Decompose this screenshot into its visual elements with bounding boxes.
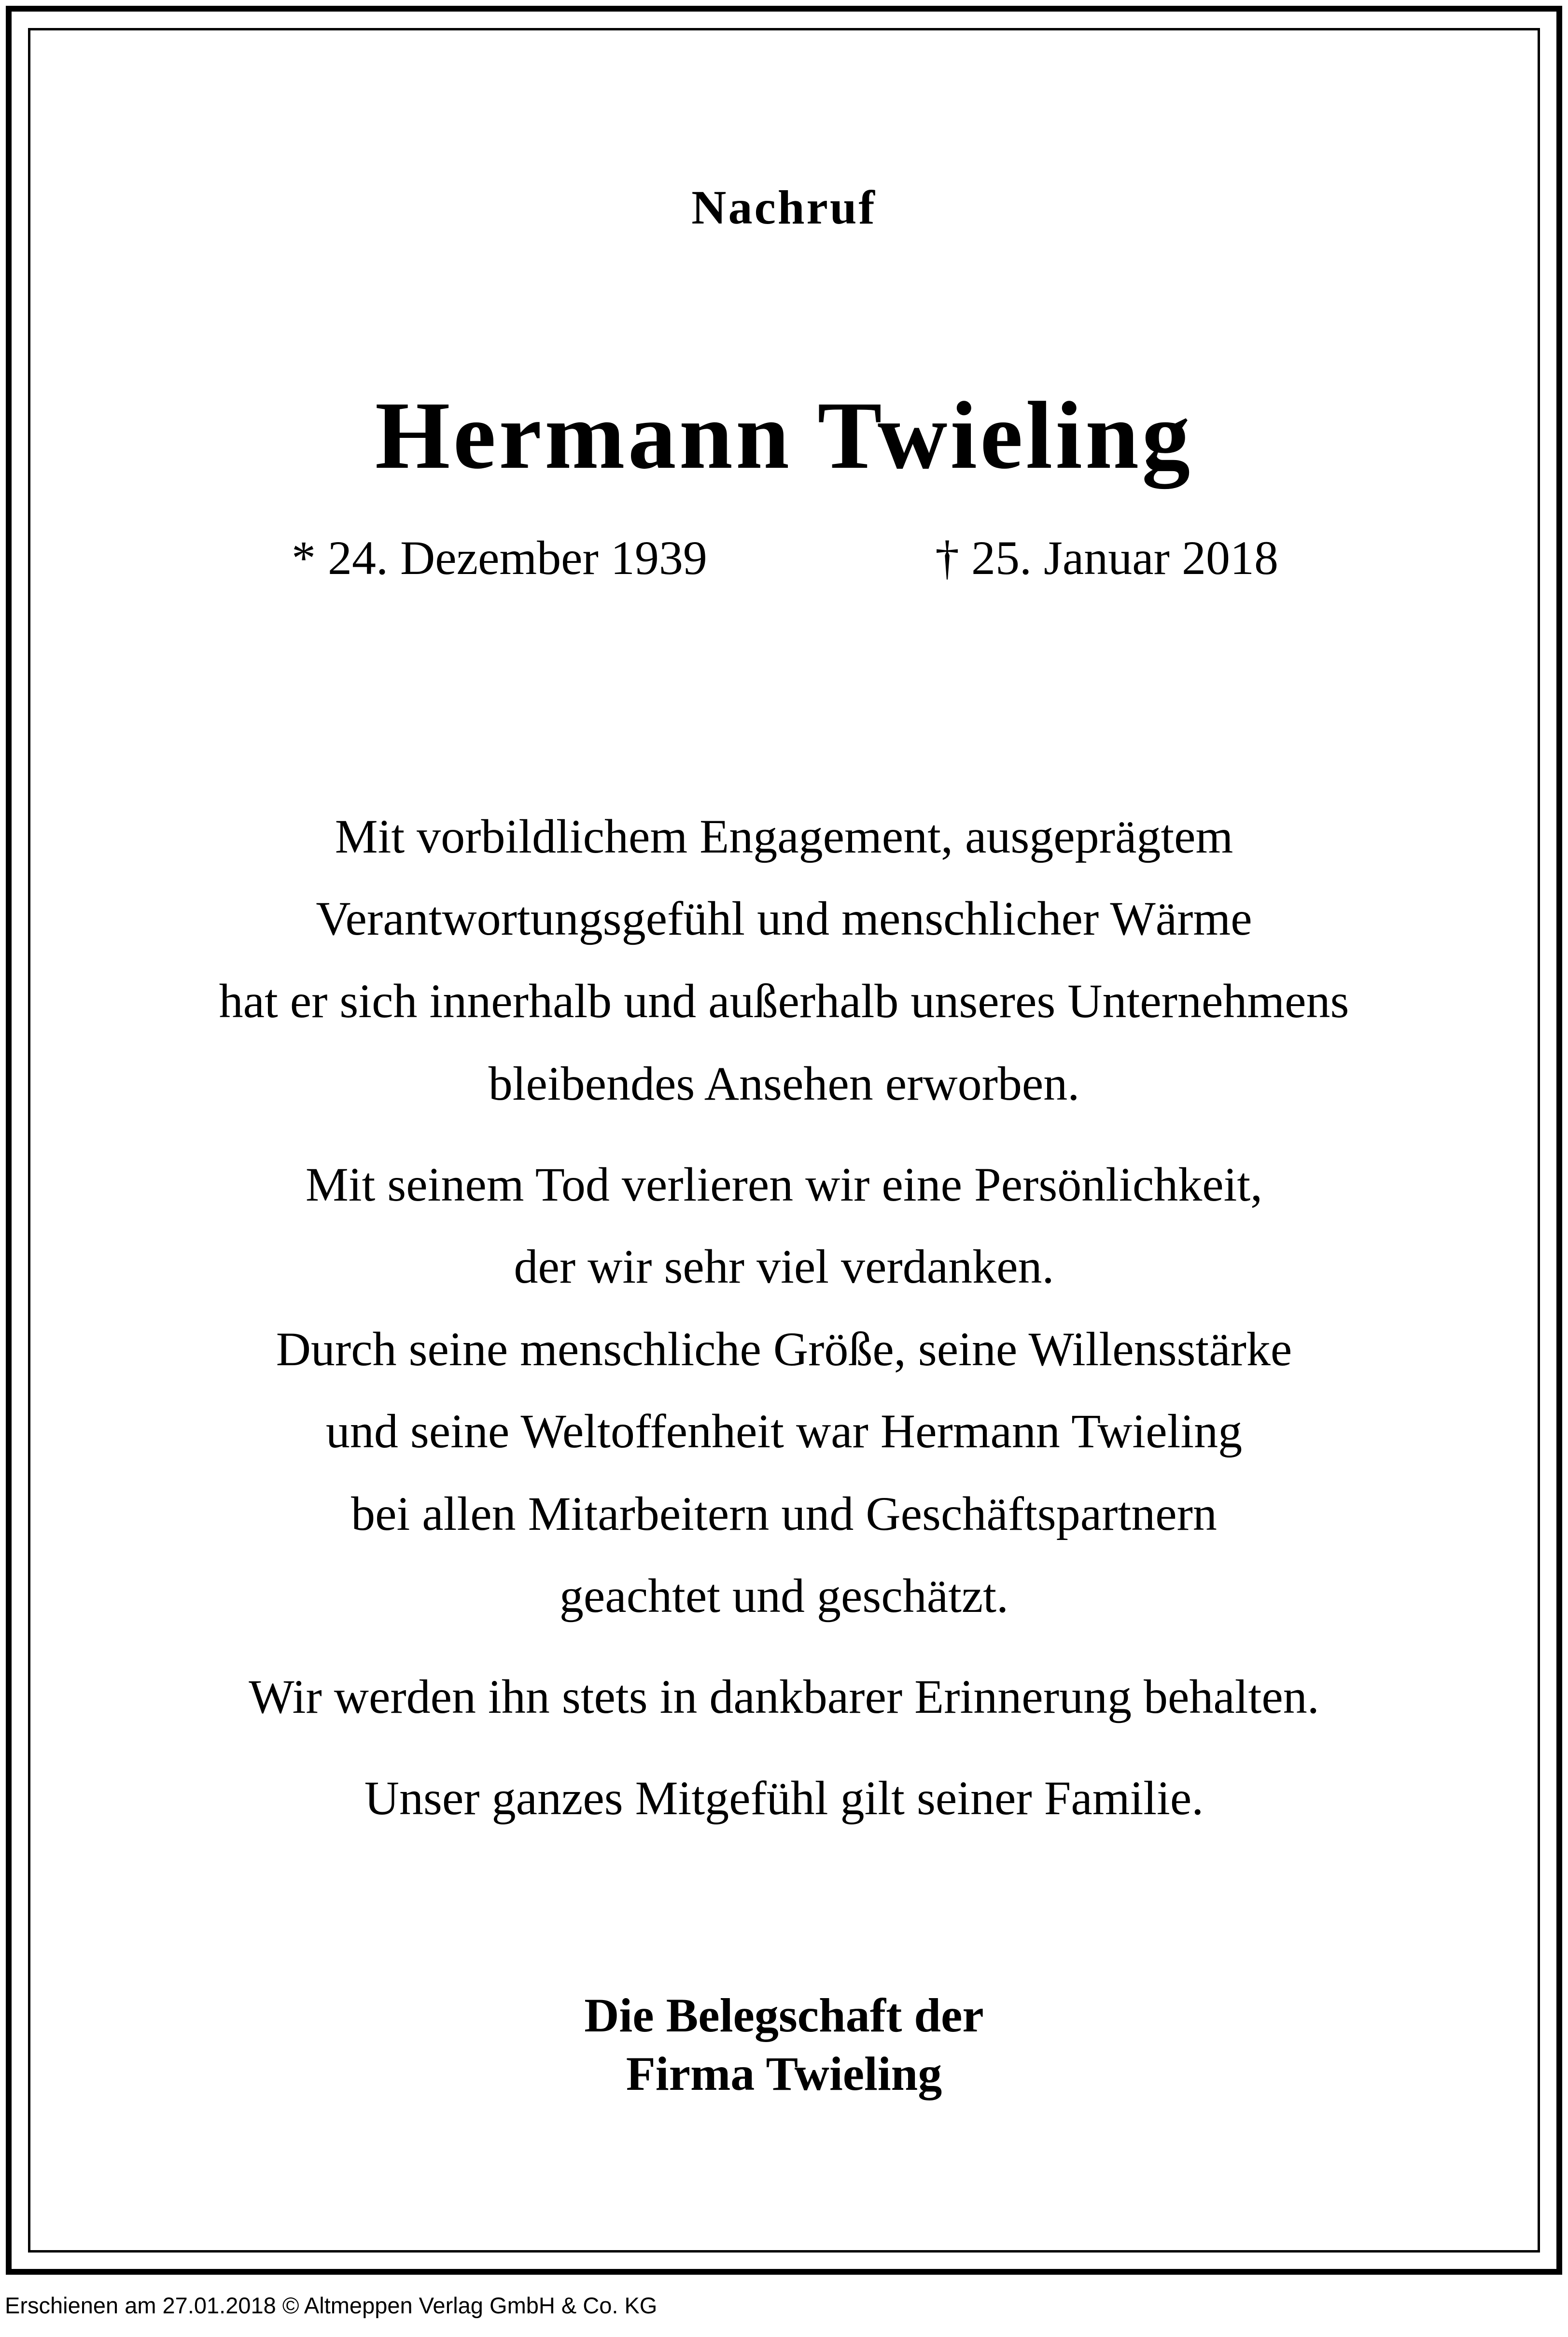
text-line: bei allen Mitarbeitern und Geschäftspartnern — [351, 1487, 1217, 1540]
obituary-frame — [6, 6, 1562, 2275]
birth-date: * 24. Dezember 1939 — [292, 531, 707, 585]
signature-line: Die Belegschaft der — [584, 1988, 984, 2042]
text-line: bleibendes Ansehen erworben. — [488, 1057, 1080, 1110]
text-line: hat er sich innerhalb und außerhalb unseres Unternehmens — [219, 974, 1349, 1028]
death-date: † 25. Januar 2018 — [935, 531, 1278, 585]
notice-heading: Nachruf — [691, 181, 877, 234]
text-line: Verantwortungsgefühl und menschlicher Wärme — [316, 892, 1252, 945]
publication-footer: Erschienen am 27.01.2018 © Altmeppen Verlag GmbH & Co. KG — [5, 2293, 658, 2318]
text-line: Wir werden ihn stets in dankbarer Erinnerung behalten. — [249, 1670, 1319, 1723]
text-line: Durch seine menschliche Größe, seine Willensstärke — [276, 1322, 1292, 1376]
text-line: Mit seinem Tod verlieren wir eine Persönlichkeit, — [305, 1158, 1263, 1211]
text-line: und seine Weltoffenheit war Hermann Twieling — [325, 1404, 1243, 1458]
text-line: Mit vorbildlichem Engagement, ausgeprägtem — [335, 810, 1233, 863]
text-line: geachtet und geschätzt. — [559, 1569, 1009, 1623]
signature-line: Firma Twieling — [626, 2047, 942, 2100]
text-line: Unser ganzes Mitgefühl gilt seiner Familie. — [364, 1771, 1204, 1825]
text-line: der wir sehr viel verdanken. — [514, 1240, 1054, 1293]
deceased-name: Hermann Twieling — [375, 382, 1193, 489]
inner-border — [28, 28, 1540, 2253]
